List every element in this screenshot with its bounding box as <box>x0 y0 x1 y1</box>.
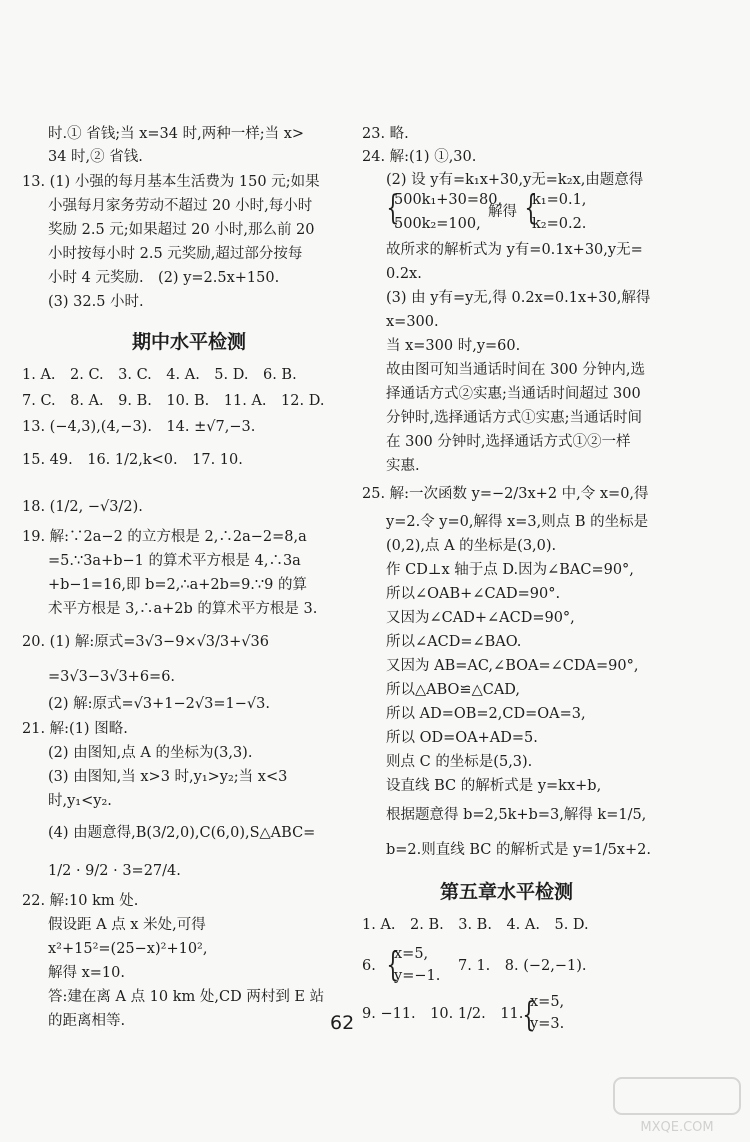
text-line: 分钟时,选择通话方式①实惠;当通话时间 <box>386 410 642 426</box>
text-line: 当 x=300 时,y=60. <box>386 338 521 354</box>
text-line: (2) 解:原式=√3+1−2√3=1−√3. <box>48 696 270 712</box>
text-line: 19. 解:∵2a−2 的立方根是 2,∴2a−2=8,a <box>22 529 307 545</box>
brace-symbol: { <box>386 945 400 985</box>
text-line: 术平方根是 3,∴a+2b 的算术平方根是 3. <box>48 601 318 617</box>
text-line: (2) 由图知,点 A 的坐标为(3,3). <box>48 745 253 761</box>
text-line: 时.① 省钱;当 x=34 时,两种一样;当 x> <box>48 126 305 142</box>
text-line: 设直线 BC 的解析式是 y=kx+b, <box>386 778 602 794</box>
text-line: 在 300 分钟时,选择通话方式①②一样 <box>386 434 631 450</box>
text-line: 13. (−4,3),(4,−3). 14. ±√7,−3. <box>22 419 256 435</box>
text-line: 1. A. 2. B. 3. B. 4. A. 5. D. <box>362 917 589 933</box>
text-line: (2) 设 y有=k₁x+30,y无=k₂x,由题意得 <box>386 172 644 188</box>
text-line: (3) 由图知,当 x>3 时,y₁>y₂;当 x<3 <box>48 769 288 785</box>
text-line: 作 CD⊥x 轴于点 D.因为∠BAC=90°, <box>386 562 634 578</box>
text-line: 所以∠ACD=∠BAO. <box>386 634 522 650</box>
text-line: +b−1=16,即 b=2,∴a+2b=9.∵9 的算 <box>48 577 307 593</box>
text-line: (0,2),点 A 的坐标是(3,0). <box>386 538 557 554</box>
text-line: 1. A. 2. C. 3. C. 4. A. 5. D. 6. B. <box>22 367 297 383</box>
equation-line: k₂=0.2. <box>532 216 587 232</box>
text-line: 奖励 2.5 元;如果超过 20 小时,那么前 20 <box>48 222 315 238</box>
text-line: 34 时,② 省钱. <box>48 149 143 165</box>
text-line: 13. (1) 小强的每月基本生活费为 150 元;如果 <box>22 174 320 190</box>
text-line: 故所求的解析式为 y有=0.1x+30,y无= <box>386 242 643 258</box>
text-line: 则点 C 的坐标是(5,3). <box>386 754 533 770</box>
text-line: 根据题意得 b=2,5k+b=3,解得 k=1/5, <box>386 807 647 823</box>
page-number: 62 <box>330 1012 355 1034</box>
equation-line: y=−1. <box>394 968 441 984</box>
text-line: 25. 解:一次函数 y=−2/3x+2 中,令 x=0,得 <box>362 486 649 502</box>
text-line: 小时按每小时 2.5 元奖励,超过部分按每 <box>48 246 303 262</box>
text-line: 18. (1/2, −√3/2). <box>22 499 143 515</box>
text-line: 解得 x=10. <box>48 965 125 981</box>
watermark-logo <box>612 1076 742 1136</box>
brace-symbol: { <box>386 188 400 228</box>
text-line: 所以 OD=OA+AD=5. <box>386 730 538 746</box>
equation-line: x=5, <box>394 946 429 962</box>
text-line: (3) 32.5 小时. <box>48 294 144 310</box>
equation-line: 500k₁+30=80, <box>394 192 503 208</box>
equation-line: y=3. <box>530 1016 565 1032</box>
section-title: 第五章水平检测 <box>440 881 574 903</box>
section-title: 期中水平检测 <box>132 331 247 353</box>
text-line: 择通话方式②实惠;当通话时间超过 300 <box>386 386 641 402</box>
text-line: b=2.则直线 BC 的解析式是 y=1/5x+2. <box>386 842 651 858</box>
text-line: 所以∠OAB+∠CAD=90°. <box>386 586 561 602</box>
text-line: 又因为∠CAD+∠ACD=90°, <box>386 610 575 626</box>
equation-line: 500k₂=100, <box>394 216 481 232</box>
watermark-text: MXQE.COM <box>640 1120 714 1135</box>
text-line: =3√3−3√3+6=6. <box>48 669 176 685</box>
text-line: 又因为 AB=AC,∠BOA=∠CDA=90°, <box>386 658 639 674</box>
text-line: 0.2x. <box>386 266 422 282</box>
text-line: 小时 4 元奖励. (2) y=2.5x+150. <box>48 270 280 286</box>
text-line: 7. 1. 8. (−2,−1). <box>458 958 587 974</box>
text-line: 所以△ABO≌△CAD, <box>386 682 521 698</box>
text-line: 故由图可知当通话时间在 300 分钟内,选 <box>386 362 646 378</box>
text-line: (3) 由 y有=y无,得 0.2x=0.1x+30,解得 <box>386 290 651 306</box>
text-line: =5.∵3a+b−1 的算术平方根是 4,∴3a <box>48 553 301 569</box>
text-line: 时,y₁<y₂. <box>48 793 112 809</box>
text-line: 15. 49. 16. 1/2,k<0. 17. 10. <box>22 452 243 468</box>
text-line: y=2.令 y=0,解得 x=3,则点 B 的坐标是 <box>386 514 649 530</box>
text-line: 7. C. 8. A. 9. B. 10. B. 11. A. 12. D. <box>22 393 325 409</box>
text-line: 22. 解:10 km 处. <box>22 893 139 909</box>
brace-symbol: { <box>522 995 536 1035</box>
text-line: 23. 略. <box>362 126 409 142</box>
text-line: 21. 解:(1) 图略. <box>22 721 128 737</box>
text-line: 20. (1) 解:原式=3√3−9×√3/3+√36 <box>22 634 269 650</box>
equation-line: x=5, <box>530 994 565 1010</box>
text-line: 小强每月家务劳动不超过 20 小时,每小时 <box>48 198 313 214</box>
text-line: 1/2 · 9/2 · 3=27/4. <box>48 863 181 879</box>
text-line: 6. <box>362 958 376 974</box>
text-line: 解得 <box>488 204 517 220</box>
text-line: 所以 AD=OB=2,CD=OA=3, <box>386 706 586 722</box>
text-line: 答:建在离 A 点 10 km 处,CD 两村到 E 站 <box>48 989 325 1005</box>
text-line: 9. −11. 10. 1/2. 11. <box>362 1006 524 1022</box>
text-line: 的距离相等. <box>48 1013 126 1029</box>
text-line: (4) 由题意得,B(3/2,0),C(6,0),S△ABC= <box>48 825 316 841</box>
equation-line: k₁=0.1, <box>532 192 587 208</box>
brace-symbol: { <box>524 188 538 228</box>
text-line: x²+15²=(25−x)²+10², <box>48 941 208 957</box>
text-line: 假设距 A 点 x 米处,可得 <box>48 917 206 933</box>
text-line: 实惠. <box>386 458 420 474</box>
text-line: 24. 解:(1) ①,30. <box>362 149 477 165</box>
text-line: x=300. <box>386 314 439 330</box>
